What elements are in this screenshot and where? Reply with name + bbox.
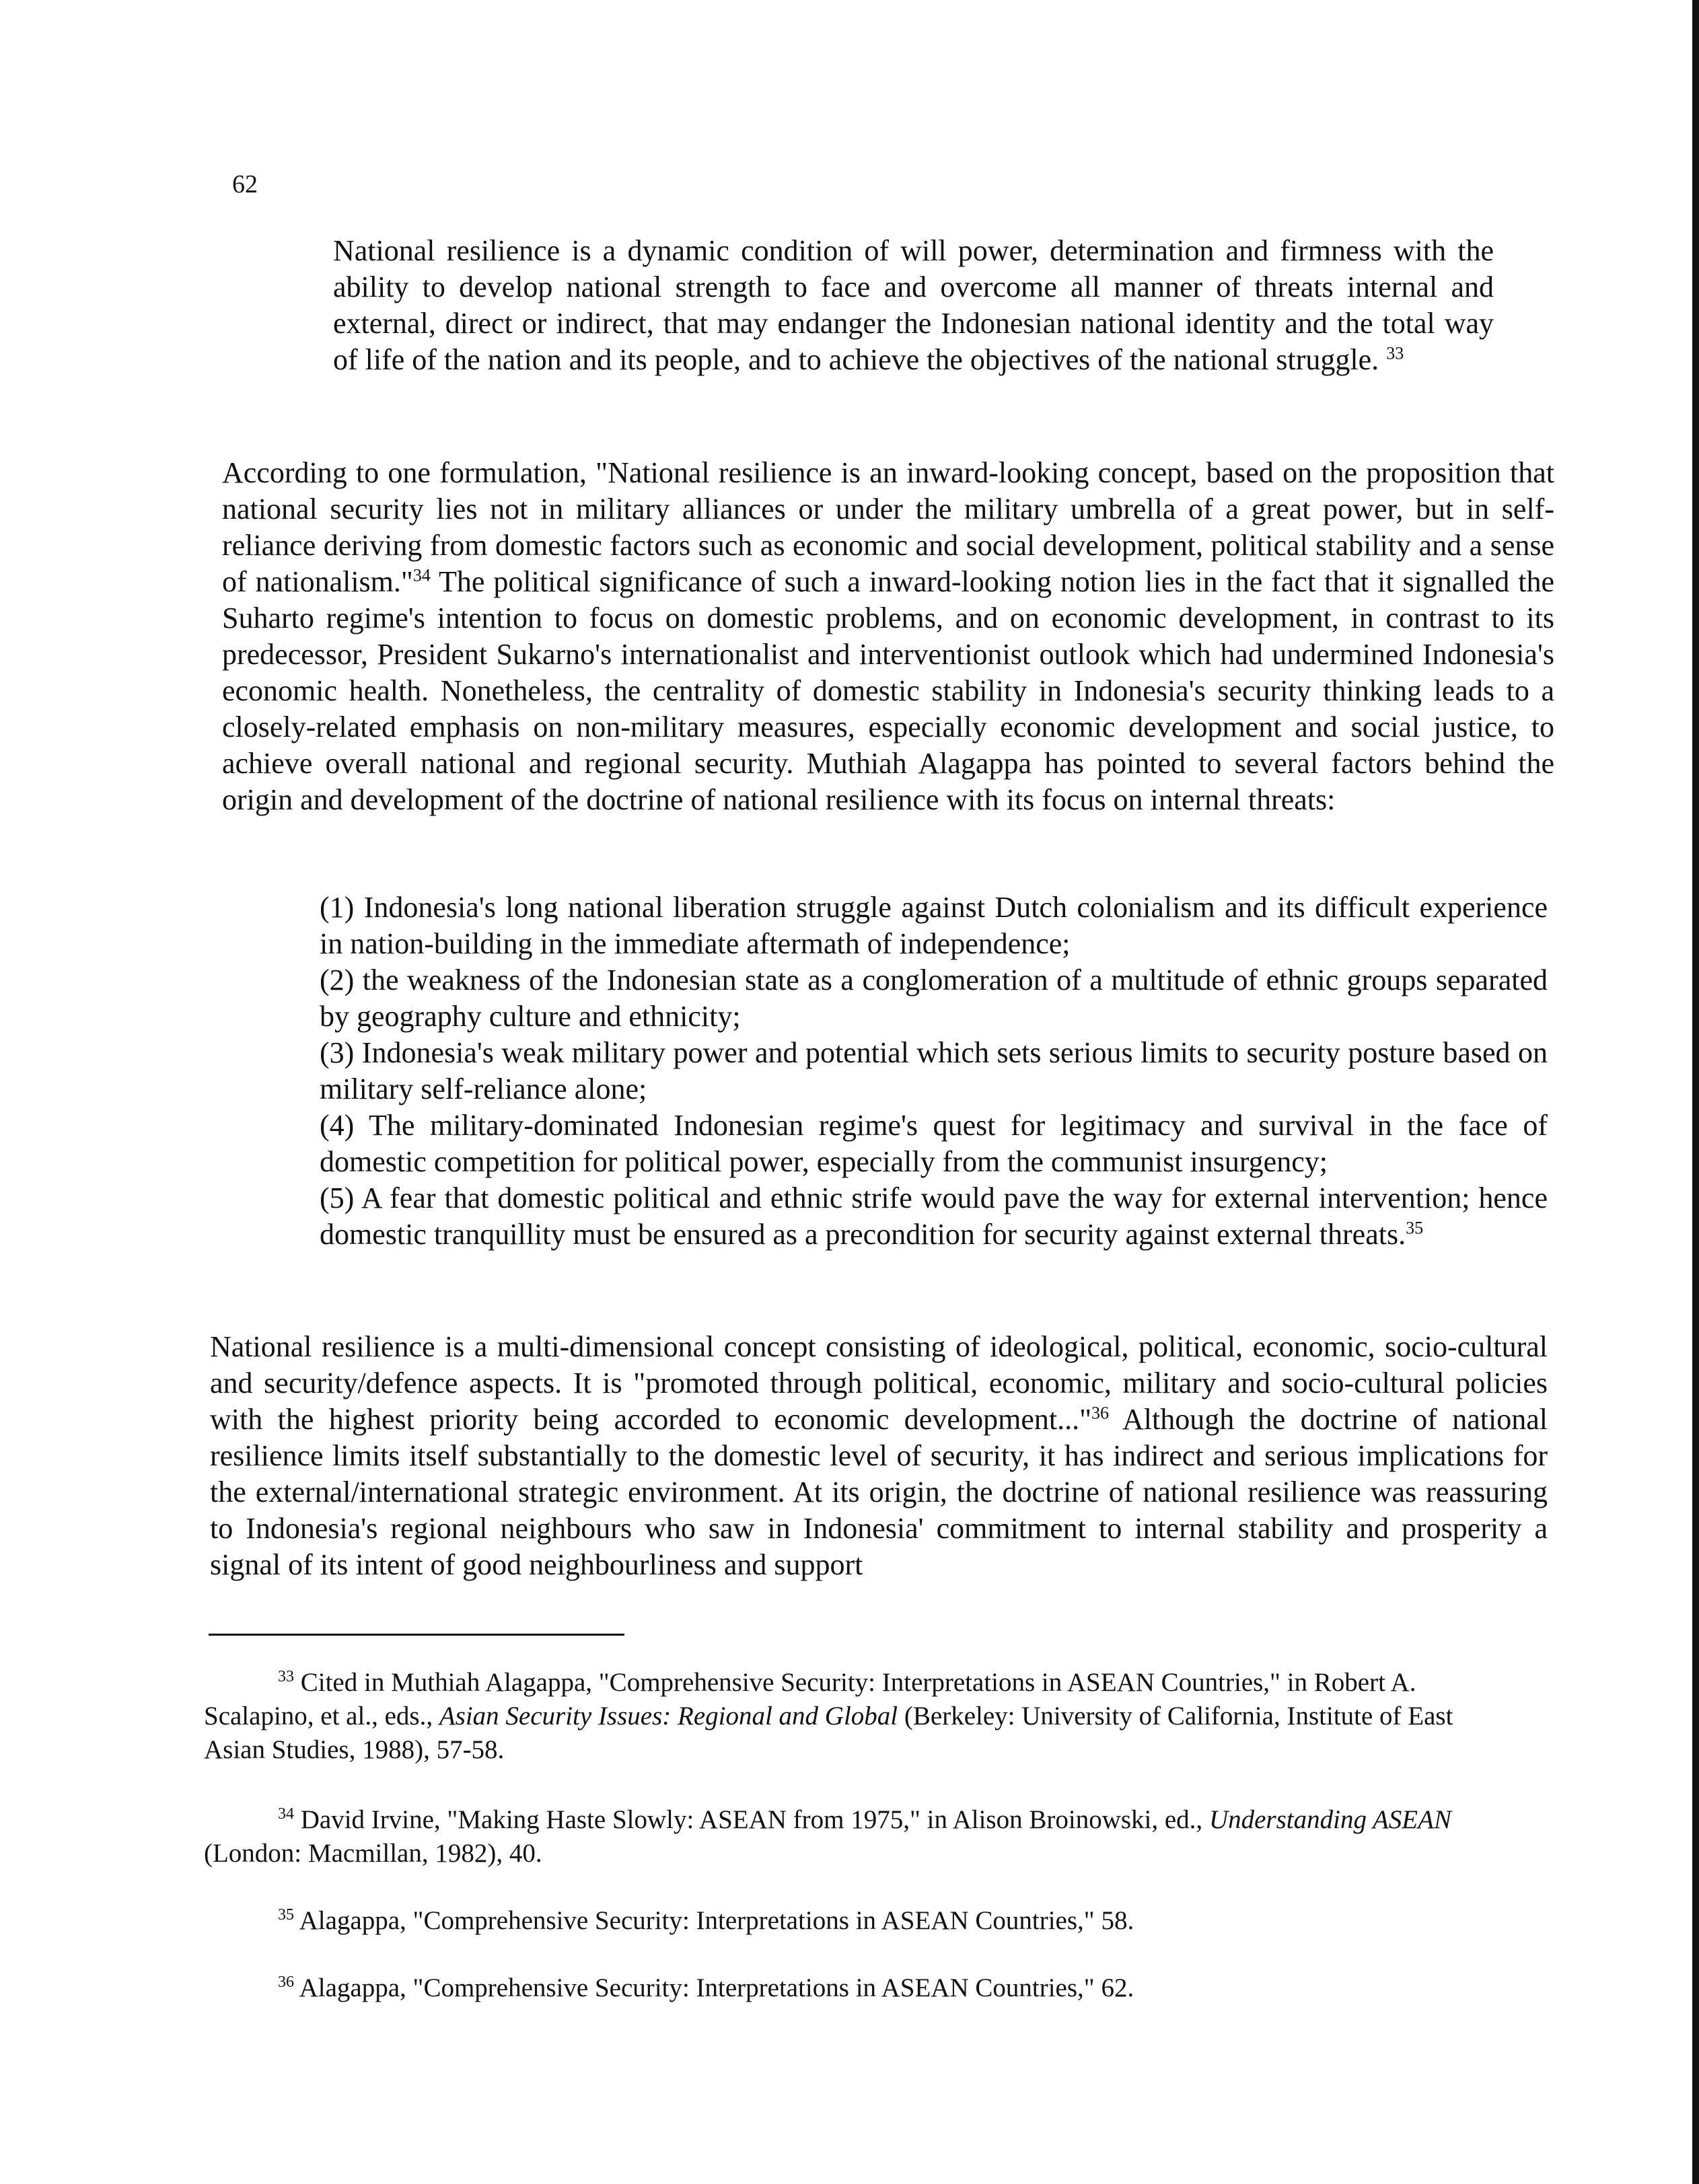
numbered-factor-list [320,889,1548,1253]
footnote-text: Alagappa, "Comprehensive Security: Interpretations in ASEAN Countries," 62. [294,1973,1134,2002]
footnote-ref-36: 36 [1091,1403,1110,1423]
footnote-35 [204,1904,1519,1938]
paragraph-1-text-b: The political significance of such a inward-looking notion lies in the fact that it signalled the Suharto regime's intention to focus on domestic problems, and on economic development, in contrast to its predecessor, President Sukarno's internationalist and interventionist outlook which had undermined Indonesia's economic health. Nonetheless, the centrality of domestic stability in Indonesia's security thinking leads to a closely-related emphasis on non-military measures, especially economic development and social justice, to achieve overall national and regional security. Muthiah Alagappa has pointed to several factors behind the origin and development of the doctrine of national resilience with its focus on internal threats: [222,565,1555,816]
footnote-number: 36 [278,1973,294,1991]
footnote-ref-34: 34 [412,565,431,585]
footnote-36 [204,1971,1519,2005]
footnote-divider [209,1634,624,1636]
block-quote [333,233,1494,378]
footnote-title: Understanding ASEAN [1208,1805,1451,1834]
paragraph-1-text-a: According to one formulation, "National resilience is an inward-looking concept, based on the proposition that national security lies not in military alliances or under the military umbrella of a great power, but in self-reliance deriving from domestic factors such as economic and social development, political stability and a sense of nationalism." [222,456,1554,598]
footnote-ref-33: 33 [1386,343,1404,363]
footnote-33 [204,1666,1519,1767]
list-item: (3) Indonesia's weak military power and potential which sets serious limits to security posture based on military self-reliance alone; [320,1036,1548,1105]
list-item-text: (5) A fear that domestic political and ethnic strife would pave the way for external intervention; hence domestic tranquillity must be ensured as a precondition for security against external threats. [320,1181,1548,1251]
page-number: 62 [232,170,258,198]
paragraph-2-text-a: National resilience is a multi-dimensional concept consisting of ideological, political, economic, socio-cultural and security/defence aspects. It is "promoted through political, economic, military and socio-cultural policies with the highest priority being accorded to economic development..." [210,1330,1548,1436]
body-paragraph-2 [210,1329,1548,1583]
footnote-text: (London: Macmillan, 1982), 40. [204,1839,542,1868]
block-quote-text: National resilience is a dynamic condition of will power, determination and firmness with the ability to develop national strength to face and overcome all manner of threats internal and external, direct or indirect, that may endanger the Indonesian national identity and the total way of life of the nation and its people, and to achieve the objectives of the national struggle. [333,234,1494,376]
footnote-text: (Berkeley: University of California, Institute of East Asian Studies, 1988), 57-58. [204,1702,1453,1764]
body-paragraph-1 [222,455,1554,818]
paragraph-2-text-b: Although the doctrine of national resilience limits itself substantially to the domestic level of security, it has indirect and serious implications for the external/international strategic environment. At its origin, the doctrine of national resilience was reassuring to Indonesia's regional neighbours who saw in Indonesia' commitment to internal stability and prosperity a signal of its intent of good neighbourliness and support [210,1403,1548,1581]
footnote-text: Alagappa, "Comprehensive Security: Interpretations in ASEAN Countries," 58. [294,1906,1134,1935]
list-item: (4) The military-dominated Indonesian regime's quest for legitimacy and survival in the face of domestic competition for political power, especially from the communist insurgency; [320,1109,1548,1178]
scan-edge-border [1692,0,1699,2184]
footnote-ref-35: 35 [1406,1218,1424,1238]
footnote-title: Asian Security Issues: Regional and Global [439,1702,898,1731]
footnote-text: Cited in Muthiah Alagappa, "Comprehensive Security: Interpretations in ASEAN Countries," in Robert A. Scalapino, et al., eds., [204,1668,1416,1731]
footnote-34 [204,1803,1519,1870]
footnote-number: 35 [278,1906,294,1924]
footnote-number: 34 [278,1805,294,1823]
list-item: (2) the weakness of the Indonesian state as a conglomeration of a multitude of ethnic groups separated by geography culture and ethnicity; [320,963,1548,1033]
list-item: (1) Indonesia's long national liberation struggle against Dutch colonialism and its difficult experience in nation-building in the immediate aftermath of independence; [320,891,1548,960]
footnote-text: David Irvine, "Making Haste Slowly: ASEAN from 1975," in Alison Broinowski, ed., [294,1805,1209,1834]
list-item-last [320,1180,1548,1253]
footnote-number: 33 [278,1668,294,1685]
